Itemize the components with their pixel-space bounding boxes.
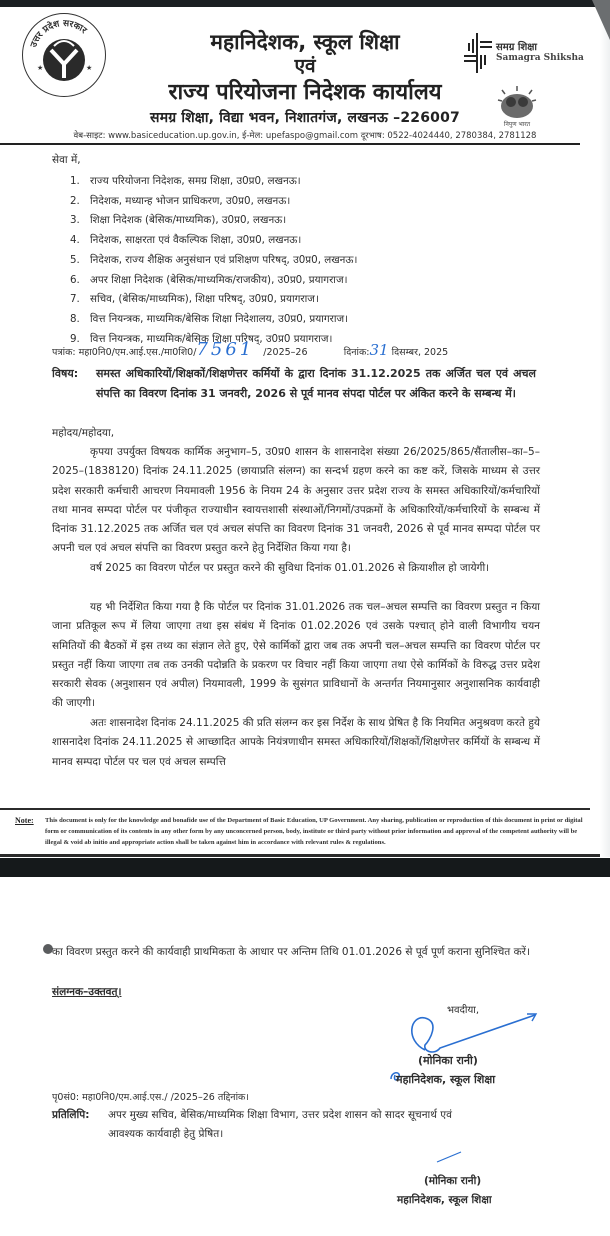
body-paragraph-3: यह भी निर्देशित किया गया है कि पोर्टल पर दिनांक 31.01.2026 तक चल–अचल सम्पत्ति का विवरण प्रस्तुत न किया जाना प्रतिकूल रूप में लिया जाएगा तथा इस संबंध में दिनांक 01.02.2026 एवं उसके पश्चात् होने वाली विभागीय चयन समितियों की बैठकों में इस तथ्य का संज्ञान लेते हुए, ऐसे कार्मिकों द्वारा जब तक अपनी चल–अचल सम्पत्ति का विवरण पोर्टल पर प्रस्तुत नहीं किया जाएगा तब तक उनकी पदोन्नति के प्रकरण पर विचार नहीं किया जाएगा तथा ऐसे कार्मिकों के विरुद्ध उत्तर प्रदेश सरकारी सेवक (अनुशासन एवं अपील) नियमावली, 1999 के सुसंगत प्राविधानों के अन्तर्गत नियमानुसार अनुशासनिक कार्यवाही की जाएगी। <box>52 601 540 710</box>
signatory2-designation: महानिदेशक, स्कूल शिक्षा <box>397 1194 492 1206</box>
recipient-list <box>70 172 357 349</box>
reference-prefix: पत्रांक: महा0नि0/एम.आई.एस./मा0शि0/ <box>52 347 197 358</box>
reference-line <box>52 340 448 363</box>
salutation-to: सेवा में, <box>52 154 81 166</box>
copy-to-text-line1: अपर मुख्य सचिव, बेसिक/माध्यमिक शिक्षा विभाग, उत्तर प्रदेश शासन को सादर सूचनार्थ एवं <box>108 1109 452 1121</box>
recipient-item: 8. वित्त नियन्त्रक, माध्यमिक/बेसिक शिक्षा निदेशालय, उ0प्र0, प्रयागराज। <box>70 312 349 325</box>
reference-number-handwritten: 7561 <box>196 339 255 360</box>
enclosure-note: संलग्नक–उक्तवत्। <box>52 986 122 998</box>
footer-divider-bottom <box>0 854 600 857</box>
page-separator-band <box>0 858 610 877</box>
reference-suffix: /2025–26 <box>263 347 308 358</box>
subject-text: समस्त अधिकारियों/शिक्षकों/शिक्षणेत्तर कर्मियों के द्वारा दिनांक 31.12.2025 तक अर्जित चल एवं अचल संपत्ति का विवरण दिनांक 31 जनवरी, 2026 से पूर्व मानव संपदा पोर्टल पर अंकित करने के सम्बन्ध में। <box>96 367 536 400</box>
office-contact-line: वेब-साइट: www.basiceducation.up.gov.in, ई-मेल: upefaspo@gmail.com दूरभाष: 0522-4024440, 2780384, 2781128 <box>73 131 537 141</box>
top-dark-edge <box>0 0 610 7</box>
recipient-item: 9. वित्त नियन्त्रक, माध्यमिक/बेसिक शिक्षा परिषद्, उ0प्र0 प्रयागराज। <box>70 332 333 345</box>
body-paragraph-2: वर्ष 2025 का विवरण पोर्टल पर प्रस्तुत करने की सुविधा दिनांक 01.01.2026 से क्रियाशील हो जायेगी। <box>90 562 490 574</box>
greeting: महोदय/महोदया, <box>52 427 115 439</box>
samagra-shiksha-icon <box>462 33 494 73</box>
note-label: Note: <box>15 816 34 825</box>
footer-divider-top <box>0 808 590 810</box>
svg-text:★: ★ <box>86 64 93 72</box>
signatory-designation: महानिदेशक, स्कूल शिक्षा <box>396 1073 496 1086</box>
signatory-name: (मोनिका रानी) <box>418 1054 478 1067</box>
samagra-hindi-label: समग्र शिक्षा <box>496 42 538 53</box>
page-edge-shadow <box>600 7 610 857</box>
recipient-item: 2. निदेशक, मध्यान्ह भोजन प्राधिकरण, उ0प्र0, लखनऊ। <box>70 194 291 207</box>
samagra-shiksha-logo <box>462 33 592 77</box>
recipient-item: 3. शिक्षा निदेशक (बेसिक/माध्यमिक), उ0प्र0, लखनऊ। <box>70 214 287 227</box>
nipun-caption: निपुण भारत <box>503 121 531 128</box>
endorsement-reference: पृ0सं0: महा0नि0/एम.आई.एस./ /2025–26 तद्दिनांक। <box>52 1092 249 1103</box>
date-rest: दिसम्बर, 2025 <box>391 347 449 358</box>
copy-to-label: प्रतिलिपि: <box>52 1109 90 1121</box>
note-disclaimer: This document is only for the knowledge and bonafide use of the Department of Basic Education, UP Government. Any sharing, publication or reproduction of this document in print or digital form or communication of its contents in any other form by any unconcerned person, body, institute or third party without prior information and approval of the competent authority will be illegal & void ab initio and appropriate action shall be taken against him in accordance with relevant rules & regulations. <box>45 817 583 846</box>
date-label: दिनांक: <box>343 347 370 358</box>
office-address: समग्र शिक्षा, विद्या भवन, निशातगंज, लखनऊ –226007 <box>150 110 460 126</box>
signature-stroke-icon <box>435 1150 465 1164</box>
body-paragraph-1: कृपया उपर्युक्त विषयक कार्मिक अनुभाग–5, उ0प्र0 शासन के शासनादेश संख्या 26/2025/865/सैंतालीस–का–5–2025–(1838120) दिनांक 24.11.2025 (छायाप्रति संलग्न) का सन्दर्भ ग्रहण करने का कष्ट करें, जिसके माध्यम से उत्तर प्रदेश सरकारी कर्मचारी आचरण नियमावली 1956 के नियम 24 के अनुसार उत्तर प्रदेश राज्य के समस्त अधिकारियों/कर्मचारियों तथा मानव सम्पदा पोर्टल पर पंजीकृत राज्याधीन स्वायत्तशासी संस्थाओं/निगमों/उपक्रमों के अधिकारियों/कर्मचारियों के सम्बन्ध में दिनांक 31.12.2025 तक अर्जित चल एवं अचल संपत्ति का विवरण दिनांक 31 जनवरी, 2026 से पूर्व मानव सम्पदा पोर्टल पर अपनी चल एवं अचल संपत्ति का विवरण प्रस्तुत करने हेतु निर्देशित किया गया है। <box>52 446 540 555</box>
svg-text:★: ★ <box>37 64 44 72</box>
office-title-line2: एवं <box>294 55 316 77</box>
office-title-line1: महानिदेशक, स्कूल शिक्षा <box>210 30 400 54</box>
page-corner-shadow <box>592 0 610 40</box>
nipun-bharat-icon <box>492 84 542 120</box>
recipient-item: 6. अपर शिक्षा निदेशक (बेसिक/माध्यमिक/राजकीय), उ0प्र0, प्रयागराज। <box>70 273 348 286</box>
date-day-handwritten: 31 <box>369 341 389 359</box>
office-title-line3: राज्य परियोजना निदेशक कार्यालय <box>168 80 442 105</box>
recipient-item: 5. निदेशक, राज्य शैक्षिक अनुसंधान एवं प्रशिक्षण परिषद्, उ0प्र0, लखनऊ। <box>70 253 358 266</box>
up-government-emblem-icon <box>22 13 106 97</box>
recipient-item: 1. राज्य परियोजना निदेशक, समग्र शिक्षा, उ0प्र0, लखनऊ। <box>70 175 301 187</box>
copy-to-text-line2: आवश्यक कार्यवाही हेतु प्रेषित। <box>108 1128 224 1140</box>
emblem-text: उत्तर प्रदेश सरकार <box>29 18 89 49</box>
closing-phrase: भवदीया, <box>447 1005 480 1016</box>
header-divider <box>0 143 580 145</box>
nipun-bharat-logo <box>492 84 542 130</box>
body-paragraph-4: अतः शासनादेश दिनांक 24.11.2025 की प्रति संलग्न कर इस निर्देश के साथ प्रेषित है कि नियमित अनुश्रवण करते हुये शासनादेश दिनांक 24.11.2025 से आच्छादित आपके नियंत्रणाधीन समस्त अधिकारियों/शिक्षकों/शिक्षणेत्तर कर्मियों के सम्बन्ध में मानव सम्पदा पोर्टल पर चल एवं अचल सम्पत्ति <box>52 717 540 768</box>
body-paragraph-continued: का विवरण प्रस्तुत करने की कार्यवाही प्राथमिकता के आधार पर अन्तिम तिथि 01.01.2026 से पूर्व पूर्ण कराना सुनिश्चित करें। <box>52 946 530 958</box>
recipient-item: 7. सचिव, (बेसिक/माध्यमिक), शिक्षा परिषद्, उ0प्र0, प्रयागराज। <box>70 293 319 306</box>
samagra-english-label: Samagra Shiksha <box>496 53 584 63</box>
signatory2-name: (मोनिका रानी) <box>424 1175 482 1187</box>
subject-label: विषय: <box>52 367 79 380</box>
recipient-item: 4. निदेशक, साक्षरता एवं वैकल्पिक शिक्षा, उ0प्र0, लखनऊ। <box>70 234 302 247</box>
